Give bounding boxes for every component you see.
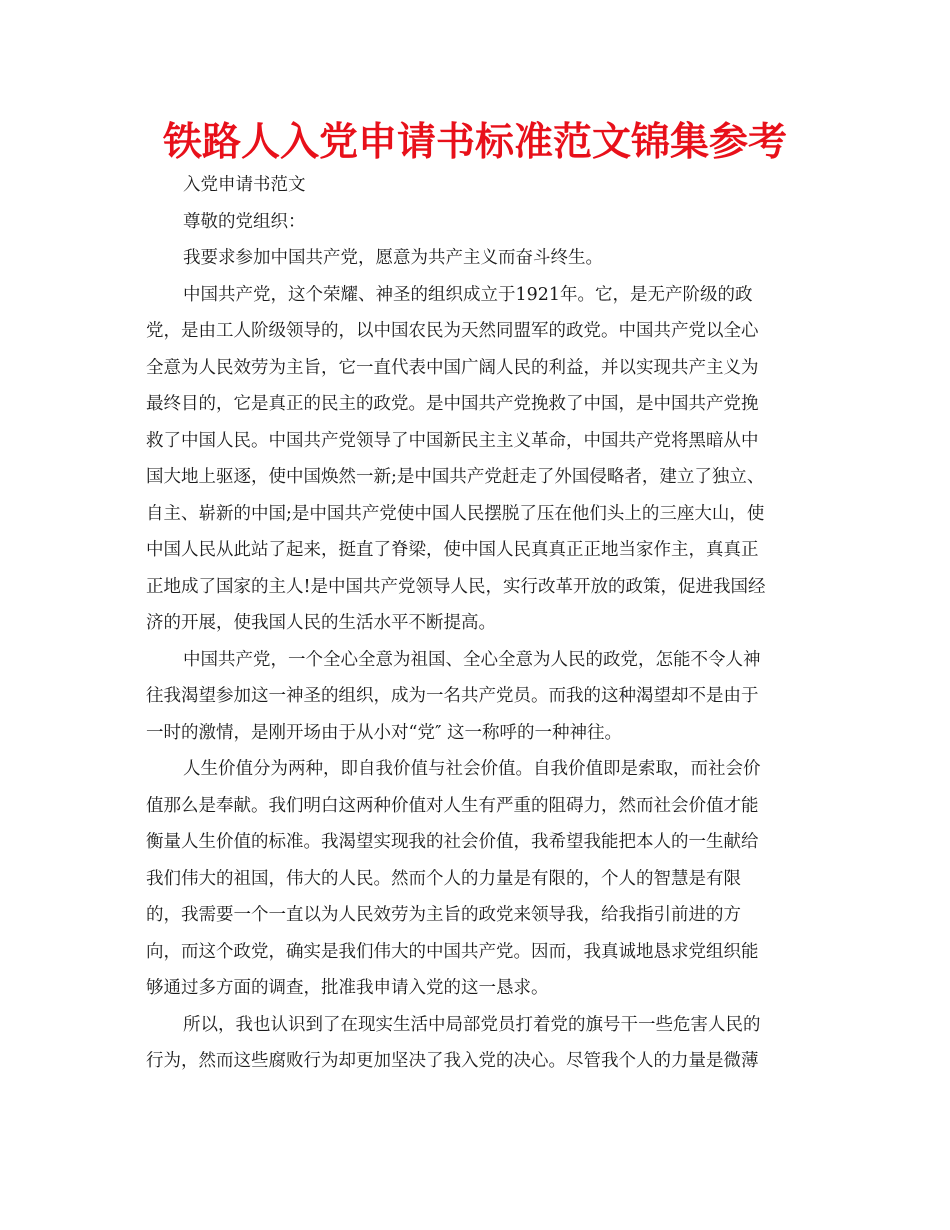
text-line: 往我渴望参加这一神圣的组织，成为一名共产党员。而我的这种渴望却不是由于	[146, 686, 759, 706]
text-line: 中国共产党，这个荣耀、神圣的组织成立于1921年。它，是无产阶级的政	[183, 284, 753, 305]
text-line: 自主、崭新的中国;是中国共产党使中国人民摆脱了压在他们头上的三座大山，使	[146, 503, 765, 524]
text-line: 中国共产党，一个全心全意为祖国、全心全意为人民的政党，怎能不令人神	[183, 649, 761, 670]
text-line: 所以，我也认识到了在现实生活中局部党员打着党的旗号干一些危害人民的	[183, 1014, 761, 1035]
text-line: 最终目的，它是真正的民主的政党。是中国共产党挽救了中国，是中国共产党挽	[146, 394, 759, 414]
text-line: 救了中国人民。中国共产党领导了中国新民主主义革命，中国共产党将黑暗从中	[146, 430, 759, 451]
text-line: 济的开展，使我国人民的生活水平不断提高。	[146, 613, 496, 633]
text-line: 人生价值分为两种，即自我价值与社会价值。自我价值即是索取，而社会价	[183, 759, 761, 779]
text-line: 行为，然而这些腐败行为却更加坚决了我入党的决心。尽管我个人的力量是微薄	[146, 1051, 759, 1071]
text-line: 全意为人民效劳为主旨，它一直代表中国广阔人民的利益，并以实现共产主义为	[146, 357, 759, 378]
text-line: 的，我需要一个一直以为人民效劳为主旨的政党来领导我，给我指引前进的方	[146, 905, 741, 925]
text-line: 够通过多方面的调查，批准我申请入党的这一恳求。	[146, 978, 549, 998]
text-line: 值那么是奉献。我们明白这两种价值对人生有严重的阻碍力，然而社会价值才能	[146, 795, 759, 816]
text-line: 我们伟大的祖国，伟大的人民。然而个人的力量是有限的，个人的智慧是有限	[146, 868, 741, 889]
text-line: 尊敬的党组织：	[183, 211, 306, 232]
text-line: 衡量人生价值的标准。我渴望实现我的社会价值，我希望我能把本人的一生献给	[146, 832, 759, 852]
text-line: 入党申请书范文	[183, 175, 306, 195]
text-line: 国大地上驱逐，使中国焕然一新;是中国共产党赶走了外国侵略者，建立了独立、	[146, 467, 765, 487]
document-title: 铁路人入党申请书标准范文锦集参考	[162, 120, 787, 165]
document-body	[146, 167, 814, 1080]
text-line: 向，而这个政党，确实是我们伟大的中国共产党。因而，我真诚地恳求党组织能	[146, 941, 759, 962]
text-line: 一时的激情，是刚开场由于从小对“党″ 这一称呼的一种神往。	[146, 722, 623, 743]
text-line: 我要求参加中国共产党，愿意为共产主义而奋斗终生。	[183, 248, 603, 268]
text-line: 正地成了国家的主人!是中国共产党领导人民，实行改革开放的政策，促进我国经	[146, 576, 766, 597]
text-line: 中国人民从此站了起来，挺直了脊梁，使中国人民真真正正地当家作主，真真正	[146, 540, 759, 560]
text-line: 党，是由工人阶级领导的，以中国农民为天然同盟军的政党。中国共产党以全心	[146, 321, 759, 341]
